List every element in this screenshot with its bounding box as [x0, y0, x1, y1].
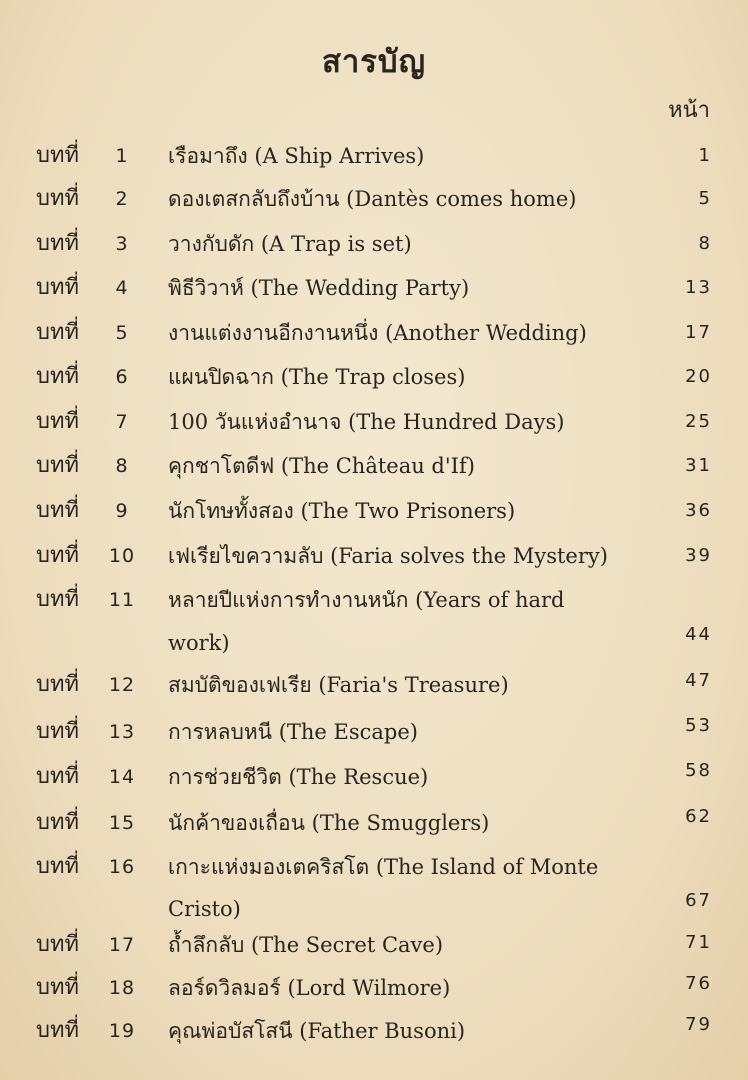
chapter-title: การหลบหนี (The Escape) — [168, 720, 418, 744]
chapter-label: บทที่ — [36, 543, 79, 568]
chapter-number: 19 — [108, 1020, 136, 1042]
chapter-label: บทที่ — [36, 275, 79, 300]
chapter-label: บทที่ — [36, 672, 79, 697]
chapter-number: 3 — [115, 233, 129, 255]
chapter-title: สมบัติของเฟเรีย (Faria's Treasure) — [168, 673, 509, 697]
chapter-label: บทที่ — [36, 143, 79, 168]
page-number: 17 — [685, 322, 712, 343]
chapter-number: 13 — [108, 721, 136, 743]
chapter-title: คุณพ่อบัสโสนี (Father Busoni) — [168, 1019, 466, 1043]
chapter-label: บทที่ — [36, 587, 79, 612]
toc-entry-13 — [0, 717, 748, 757]
chapter-title: เรือมาถึง (A Ship Arrives) — [168, 144, 425, 168]
chapter-title: คุกชาโตดีฟ (The Château d'If) — [168, 454, 475, 478]
toc-entry-7 — [0, 407, 748, 447]
chapter-title-continued: Cristo) — [168, 897, 241, 921]
chapter-number: 15 — [108, 812, 136, 834]
toc-entry-15 — [0, 808, 748, 848]
page-number: 5 — [698, 188, 712, 209]
chapter-number: 14 — [108, 766, 136, 788]
page-number: 53 — [685, 715, 712, 736]
chapter-label: บทที่ — [36, 453, 79, 478]
chapter-number: 5 — [115, 322, 129, 344]
chapter-number: 6 — [115, 366, 129, 388]
toc-entry-18 — [0, 973, 748, 1013]
toc-entry-16 — [0, 852, 748, 892]
toc-entry-10 — [0, 541, 748, 581]
chapter-number: 11 — [108, 589, 136, 611]
page-number: 31 — [685, 455, 712, 476]
chapter-title: นักโทษทั้งสอง (The Two Prisoners) — [168, 499, 516, 523]
page-number: 67 — [685, 890, 712, 911]
chapter-title: นักค้าของเถื่อน (The Smugglers) — [168, 811, 490, 835]
chapter-number: 16 — [108, 856, 136, 878]
chapter-title: ดองเตสกลับถึงบ้าน (Dantès comes home) — [168, 187, 577, 211]
page-number: 71 — [685, 932, 712, 953]
toc-entry-14 — [0, 762, 748, 802]
chapter-label: บทที่ — [36, 409, 79, 434]
toc-entry-11-continued — [0, 624, 748, 668]
chapter-title-continued: work) — [168, 631, 230, 655]
chapter-label: บทที่ — [36, 498, 79, 523]
chapter-number: 18 — [108, 977, 136, 999]
toc-entry-12 — [0, 670, 748, 710]
page-number: 79 — [685, 1014, 712, 1035]
toc-entry-16-continued — [0, 890, 748, 934]
toc-entry-5 — [0, 318, 748, 358]
page-column-header: หน้า — [668, 98, 710, 123]
chapter-number: 2 — [115, 188, 129, 210]
chapter-title: หลายปีแห่งการทำงานหนัก (Years of hard — [168, 588, 565, 612]
chapter-label: บทที่ — [36, 719, 79, 744]
chapter-label: บทที่ — [36, 186, 79, 211]
page-number: 39 — [685, 545, 712, 566]
page-number: 25 — [685, 411, 712, 432]
chapter-label: บทที่ — [36, 764, 79, 789]
toc-entry-8 — [0, 451, 748, 491]
toc-entry-4 — [0, 273, 748, 313]
chapter-label: บทที่ — [36, 854, 79, 879]
chapter-title: ถ้ำลึกลับ (The Secret Cave) — [168, 933, 444, 957]
chapter-number: 7 — [115, 411, 129, 433]
page-number: 47 — [685, 670, 712, 691]
chapter-title: วางกับดัก (A Trap is set) — [168, 232, 412, 256]
chapter-label: บทที่ — [36, 231, 79, 256]
page-number: 8 — [698, 233, 712, 254]
page-number: 76 — [685, 973, 712, 994]
chapter-title: เฟเรียไขความลับ (Faria solves the Mystery) — [168, 544, 608, 568]
toc-entry-19 — [0, 1016, 748, 1056]
chapter-number: 9 — [115, 500, 129, 522]
page-number: 44 — [685, 624, 712, 645]
chapter-number: 8 — [115, 455, 129, 477]
chapter-label: บทที่ — [36, 1018, 79, 1043]
page-number: 36 — [685, 500, 712, 521]
toc-entry-11 — [0, 585, 748, 625]
chapter-label: บทที่ — [36, 810, 79, 835]
chapter-number: 1 — [115, 145, 129, 167]
chapter-label: บทที่ — [36, 364, 79, 389]
chapter-title: แผนปิดฉาก (The Trap closes) — [168, 365, 466, 389]
chapter-title: งานแต่งงานอีกงานหนึ่ง (Another Wedding) — [168, 321, 587, 345]
chapter-title: การช่วยชีวิต (The Rescue) — [168, 765, 429, 789]
chapter-number: 17 — [108, 934, 136, 956]
toc-entry-2 — [0, 184, 748, 224]
chapter-label: บทที่ — [36, 320, 79, 345]
chapter-number: 12 — [108, 674, 136, 696]
chapter-number: 10 — [108, 545, 136, 567]
chapter-label: บทที่ — [36, 932, 79, 957]
chapter-title: 100 วันแห่งอำนาจ (The Hundred Days) — [168, 410, 565, 434]
toc-entry-3 — [0, 229, 748, 269]
chapter-title: พิธีวิวาห์ (The Wedding Party) — [168, 276, 470, 300]
chapter-title: ลอร์ดวิลมอร์ (Lord Wilmore) — [168, 976, 451, 1000]
chapter-number: 4 — [115, 277, 129, 299]
toc-entry-6 — [0, 362, 748, 402]
page-title: สารบัญ — [321, 44, 427, 80]
page-number: 13 — [685, 277, 712, 298]
toc-entry-1 — [0, 141, 748, 181]
page-number: 20 — [685, 366, 712, 387]
page-number: 58 — [685, 760, 712, 781]
toc-entry-9 — [0, 496, 748, 536]
chapter-title: เกาะแห่งมองเตคริสโต (The Island of Monte — [168, 855, 599, 879]
toc-entry-17 — [0, 930, 748, 970]
page-number: 62 — [685, 806, 712, 827]
page-number: 1 — [698, 145, 712, 166]
chapter-label: บทที่ — [36, 975, 79, 1000]
